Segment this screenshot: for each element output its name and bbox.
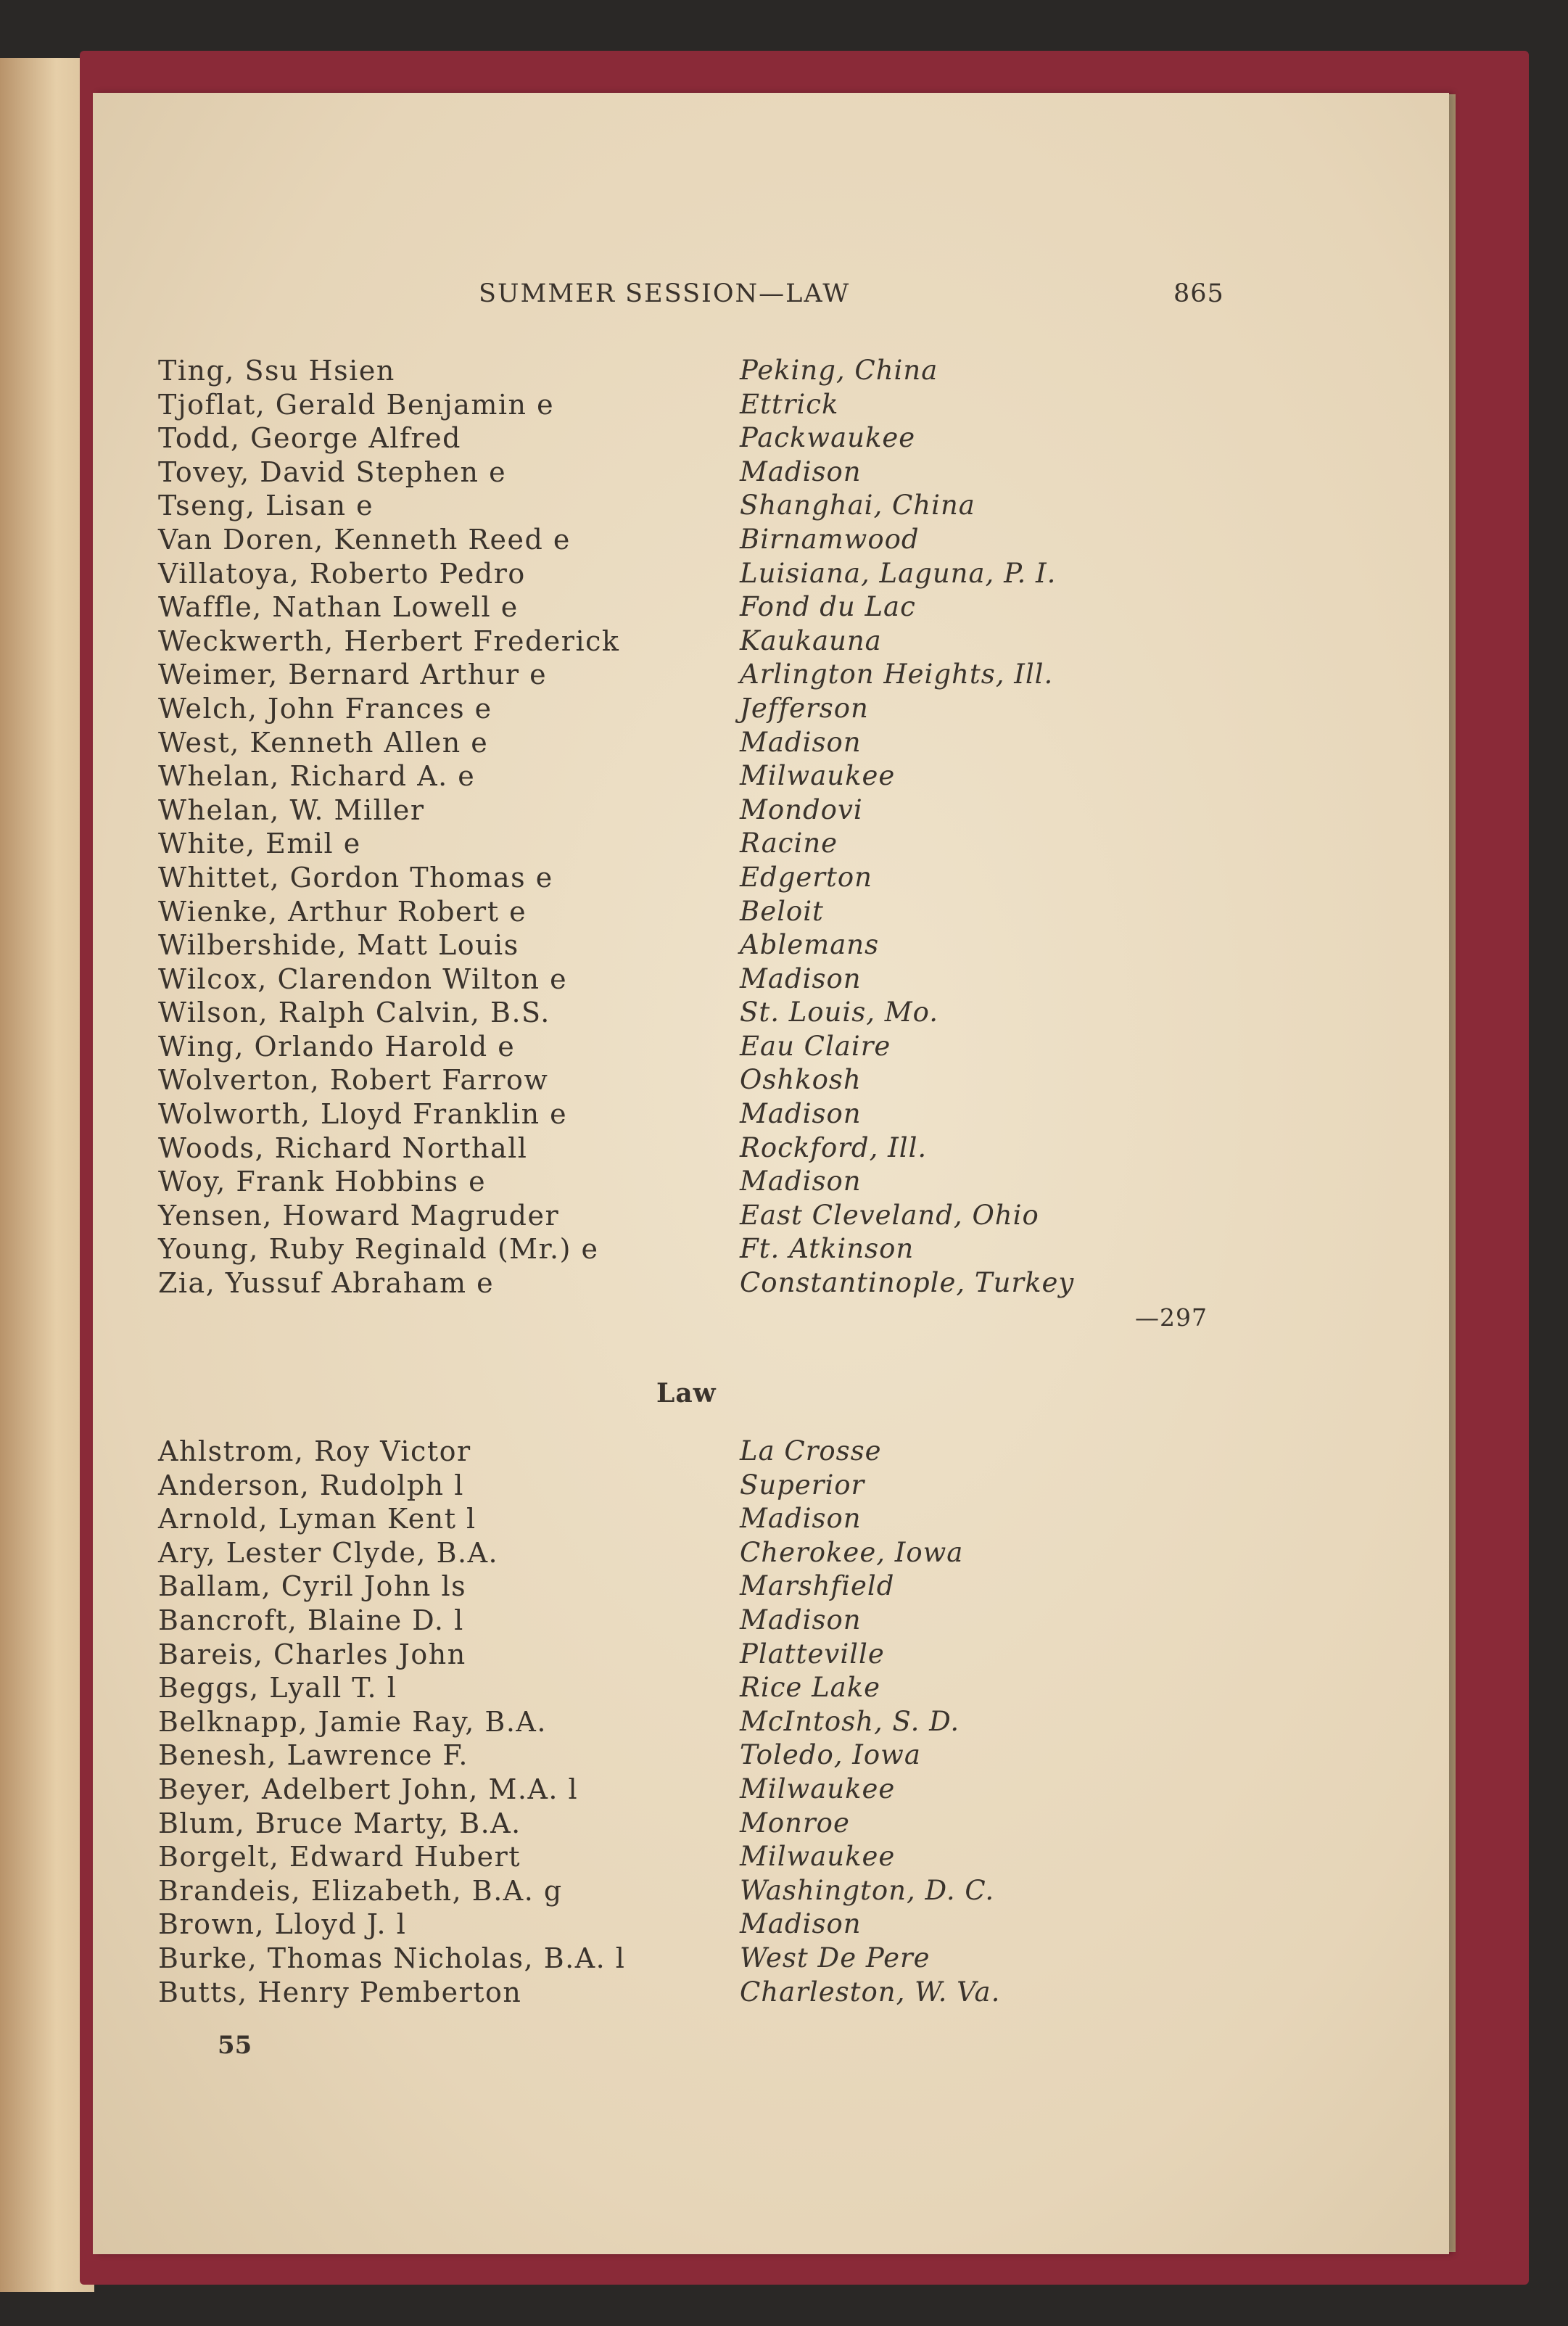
- list-item-name: Blum, Bruce Marty, B.A.: [158, 1807, 521, 1839]
- list-item-place: Packwaukee: [740, 422, 916, 454]
- list-item-place: Madison: [740, 1166, 862, 1197]
- list-item-name: Whelan, Richard A. e: [158, 760, 476, 793]
- list-item-name: Butts, Henry Pemberton: [158, 1976, 522, 2008]
- section1-names: [158, 354, 619, 1300]
- list-item-name: Bareis, Charles John: [158, 1638, 466, 1670]
- list-item-name: Todd, George Alfred: [158, 422, 461, 455]
- list-item-place: Eau Claire: [740, 1030, 891, 1062]
- list-item-name: Benesh, Lawrence F.: [158, 1739, 469, 1772]
- list-item-name: Beggs, Lyall T. l: [158, 1672, 397, 1704]
- list-item-place: Constantinople, Turkey: [740, 1267, 1075, 1299]
- list-item-name: Whittet, Gordon Thomas e: [158, 861, 553, 894]
- list-item-name: Wienke, Arthur Robert e: [158, 895, 527, 928]
- list-item-place: Cherokee, Iowa: [740, 1536, 964, 1568]
- list-item-name: Wilcox, Clarendon Wilton e: [158, 962, 568, 995]
- list-item-name: Wing, Orlando Harold e: [158, 1030, 516, 1063]
- list-item-name: West, Kenneth Allen e: [158, 726, 489, 759]
- list-item-name: Weimer, Bernard Arthur e: [158, 659, 548, 691]
- list-item-place: Madison: [740, 1098, 862, 1130]
- list-item-name: Weckwerth, Herbert Frederick: [158, 624, 620, 657]
- list-item-name: Beyer, Adelbert John, M.A. l: [158, 1773, 579, 1805]
- list-item-place: Madison: [740, 726, 862, 758]
- list-item-name: Zia, Yussuf Abraham e: [158, 1267, 495, 1300]
- list-item-place: Jefferson: [740, 692, 869, 724]
- list-item-place: Luisiana, Laguna, P. I.: [740, 557, 1057, 589]
- list-item-place: Ettrick: [740, 388, 839, 420]
- list-item-place: Madison: [740, 1503, 862, 1535]
- list-item-name: White, Emil e: [158, 828, 361, 860]
- list-item-place: Ablemans: [740, 929, 880, 961]
- list-item-place: Rockford, Ill.: [740, 1131, 928, 1163]
- list-item-place: Monroe: [740, 1807, 850, 1839]
- list-item-name: Tseng, Lisan e: [158, 490, 374, 522]
- list-item-name: Waffle, Nathan Lowell e: [158, 591, 519, 624]
- list-item-place: Edgerton: [740, 861, 872, 893]
- section2-places: [740, 1435, 1000, 2009]
- list-item-name: Wolverton, Robert Farrow: [158, 1064, 549, 1097]
- list-item-name: Ahlstrom, Roy Victor: [158, 1435, 471, 1467]
- list-item-name: Welch, John Frances e: [158, 692, 492, 725]
- list-item-name: Belknapp, Jamie Ray, B.A.: [158, 1705, 547, 1738]
- list-item-place: Washington, D. C.: [740, 1874, 995, 1906]
- list-item-place: Madison: [740, 962, 862, 994]
- list-item-place: Ft. Atkinson: [740, 1233, 915, 1265]
- list-item-name: Wilson, Ralph Calvin, B.S.: [158, 997, 550, 1029]
- list-item-name: Anderson, Rudolph l: [158, 1469, 464, 1501]
- list-item-place: East Cleveland, Ohio: [740, 1199, 1039, 1231]
- list-item-place: Platteville: [740, 1638, 885, 1670]
- list-item-place: Mondovi: [740, 793, 863, 825]
- list-item-place: Arlington Heights, Ill.: [740, 659, 1054, 690]
- list-item-name: Woy, Frank Hobbins e: [158, 1166, 487, 1198]
- list-item-place: Birnamwood: [740, 523, 920, 555]
- list-item-name: Villatoya, Roberto Pedro: [158, 557, 526, 590]
- list-item-place: Rice Lake: [740, 1672, 881, 1704]
- list-item-place: Milwaukee: [740, 1773, 896, 1805]
- list-item-name: Arnold, Lyman Kent l: [158, 1503, 476, 1535]
- list-item-name: Woods, Richard Northall: [158, 1131, 528, 1164]
- list-item-name: Van Doren, Kenneth Reed e: [158, 523, 571, 556]
- list-item-place: Milwaukee: [740, 760, 896, 792]
- section1-places: [740, 354, 1074, 1300]
- list-item-name: Yensen, Howard Magruder: [158, 1199, 560, 1232]
- list-item-name: Ary, Lester Clyde, B.A.: [158, 1536, 499, 1569]
- section1-count: —297: [1135, 1303, 1208, 1332]
- list-item-place: Toledo, Iowa: [740, 1739, 921, 1771]
- section2-names: [158, 1435, 625, 2009]
- signature-mark: 55: [218, 2031, 252, 2060]
- list-item-name: Brown, Lloyd J. l: [158, 1908, 407, 1941]
- list-item-place: Shanghai, China: [740, 490, 975, 521]
- list-item-place: Fond du Lac: [740, 591, 916, 623]
- list-item-place: Madison: [740, 1908, 862, 1940]
- list-item-name: Tovey, David Stephen e: [158, 455, 507, 488]
- list-item-place: Kaukauna: [740, 624, 882, 656]
- section-heading-law: Law: [656, 1378, 717, 1409]
- running-header: SUMMER SESSION—LAW: [479, 279, 851, 308]
- list-item-place: La Crosse: [740, 1435, 882, 1467]
- list-item-name: Young, Ruby Reginald (Mr.) e: [158, 1233, 599, 1266]
- list-item-place: St. Louis, Mo.: [740, 997, 939, 1028]
- list-item-place: McIntosh, S. D.: [740, 1705, 960, 1737]
- list-item-place: Peking, China: [740, 355, 938, 386]
- list-item-place: Superior: [740, 1469, 865, 1501]
- list-item-place: Oshkosh: [740, 1064, 862, 1096]
- list-item-name: Bancroft, Blaine D. l: [158, 1604, 464, 1636]
- list-item-place: Madison: [740, 1604, 862, 1636]
- list-item-place: Racine: [740, 828, 838, 859]
- list-item-place: Charleston, W. Va.: [740, 1976, 1001, 2008]
- list-item-name: Ballam, Cyril John ls: [158, 1570, 467, 1603]
- list-item-place: Madison: [740, 455, 862, 487]
- list-item-name: Whelan, W. Miller: [158, 793, 425, 826]
- list-item-name: Tjoflat, Gerald Benjamin e: [158, 388, 555, 421]
- list-item-name: Borgelt, Edward Hubert: [158, 1841, 521, 1873]
- list-item-name: Wilbershide, Matt Louis: [158, 929, 519, 962]
- list-item-place: Milwaukee: [740, 1841, 896, 1873]
- list-item-name: Wolworth, Lloyd Franklin e: [158, 1098, 568, 1131]
- list-item-name: Brandeis, Elizabeth, B.A. g: [158, 1874, 563, 1907]
- list-item-place: West De Pere: [740, 1942, 931, 1974]
- list-item-name: Burke, Thomas Nicholas, B.A. l: [158, 1942, 626, 1974]
- list-item-place: Beloit: [740, 895, 824, 927]
- list-item-name: Ting, Ssu Hsien: [158, 355, 395, 387]
- list-item-place: Marshfield: [740, 1570, 895, 1602]
- page-number: 865: [1173, 279, 1224, 308]
